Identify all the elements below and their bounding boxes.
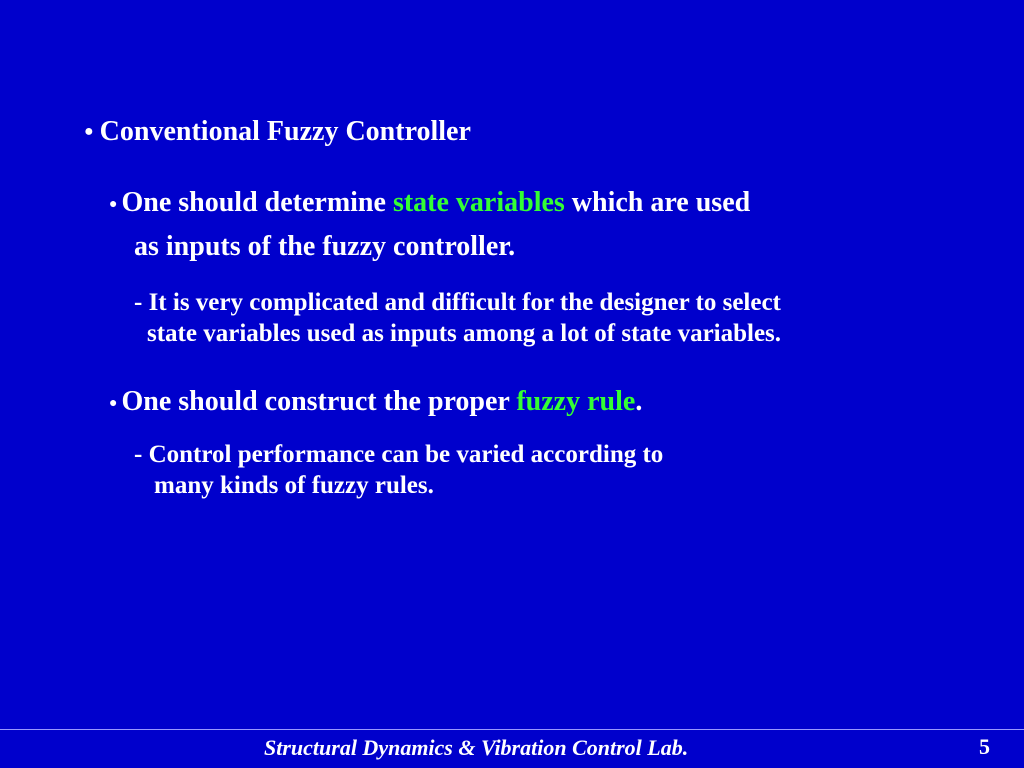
sub-point-complicated (134, 287, 781, 349)
bullet-icon: ● (84, 123, 94, 140)
point-text-start: One should construct the proper (121, 386, 517, 417)
point-text-end: which are used (564, 187, 751, 218)
bullet-point-fuzzy-rule (109, 381, 642, 425)
sub-point-line-1: - It is very complicated and difficult for the designer to select (134, 289, 781, 316)
point-text-end: . (635, 386, 643, 417)
sub-point-line-2: state variables used as inputs among a lot of state variables. (147, 320, 782, 347)
sub-point-control-performance (134, 439, 663, 501)
sub-point-line-2: many kinds of fuzzy rules. (154, 472, 434, 499)
footer-lab-name: Structural Dynamics & Vibration Control Lab. (264, 735, 689, 760)
bullet-icon: ● (109, 396, 118, 411)
sub-point-line-1: - Control performance can be varied according to (134, 441, 664, 468)
page-number: 5 (979, 734, 990, 759)
point-text-start: One should determine (121, 187, 393, 218)
heading-text: Conventional Fuzzy Controller (99, 116, 471, 147)
slide-heading (84, 114, 471, 150)
highlight-state-variables: state variables (392, 187, 565, 218)
point-text-continuation: as inputs of the fuzzy controller. (134, 231, 516, 262)
bullet-point-state-variables (109, 182, 750, 268)
highlight-fuzzy-rule: fuzzy rule (516, 386, 636, 417)
footer-divider (0, 729, 1024, 730)
bullet-icon: ● (109, 197, 118, 212)
